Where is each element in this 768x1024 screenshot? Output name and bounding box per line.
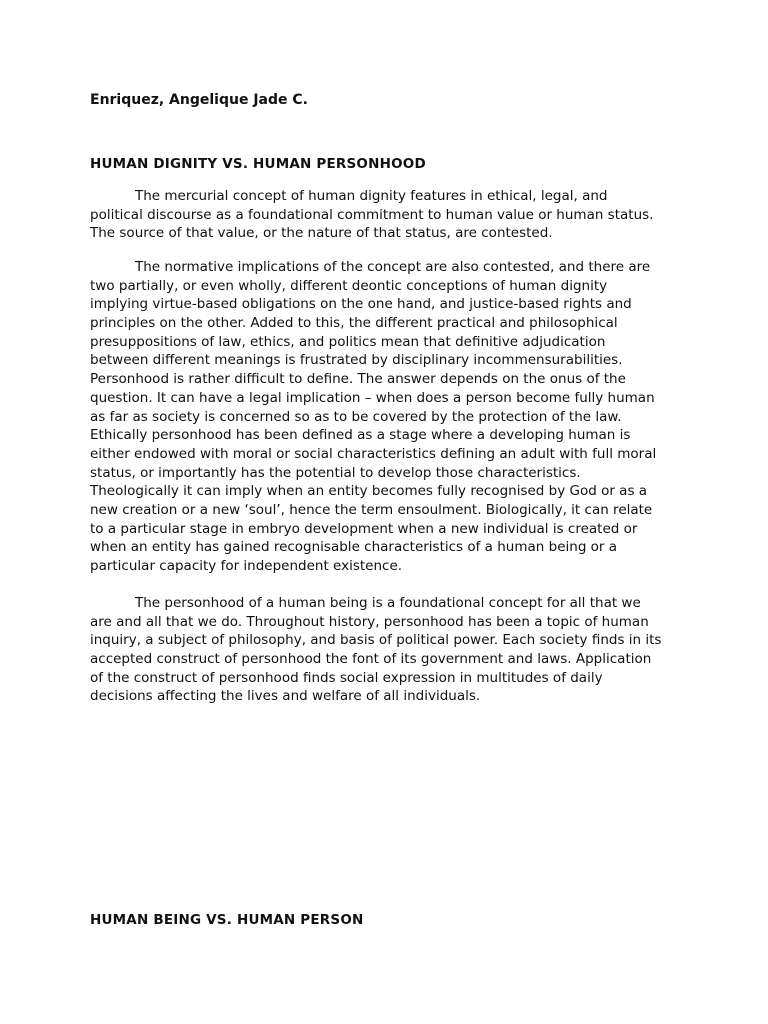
section-heading-human-being: HUMAN BEING VS. HUMAN PERSON bbox=[90, 912, 364, 928]
paragraph-line: status, or importantly has the potential to develop those characteristics. bbox=[90, 464, 581, 481]
paragraph-1 bbox=[90, 187, 690, 243]
paragraph-line: decisions affecting the lives and welfare of all individuals. bbox=[90, 688, 481, 705]
paragraph-line: question. It can have a legal implication – when does a person become fully human bbox=[90, 389, 655, 406]
paragraph-line: implying virtue-based obligations on the one hand, and justice-based rights and bbox=[90, 296, 632, 313]
paragraph-line: political discourse as a foundational commitment to human value or human status. bbox=[90, 206, 654, 223]
paragraph-line: when an entity has gained recognisable characteristics of a human being or a bbox=[90, 539, 618, 556]
paragraph-3 bbox=[90, 594, 690, 706]
paragraph-line: as far as society is concerned so as to be covered by the protection of the law. bbox=[90, 408, 622, 425]
author-name: Enriquez, Angelique Jade C. bbox=[90, 92, 308, 108]
section-heading-human-dignity: HUMAN DIGNITY VS. HUMAN PERSONHOOD bbox=[90, 156, 426, 172]
paragraph-line: principles on the other. Added to this, the different practical and philosophical bbox=[90, 315, 618, 332]
paragraph-line: two partially, or even wholly, different deontic conceptions of human dignity bbox=[90, 277, 608, 294]
paragraph-line: between different meanings is frustrated by disciplinary incommensurabilities. bbox=[90, 352, 623, 369]
paragraph-line: of the construct of personhood finds social expression in multitudes of daily bbox=[90, 669, 603, 686]
paragraph-line: The normative implications of the concept are also contested, and there are bbox=[135, 259, 651, 275]
paragraph-line: presuppositions of law, ethics, and politics mean that definitive adjudication bbox=[90, 333, 606, 350]
paragraph-line: inquiry, a subject of philosophy, and basis of political power. Each society finds in its bbox=[90, 632, 662, 649]
paragraph-line: Personhood is rather difficult to define. The answer depends on the onus of the bbox=[90, 371, 626, 388]
paragraph-line: The mercurial concept of human dignity features in ethical, legal, and bbox=[135, 188, 608, 204]
paragraph-line: Ethically personhood has been defined as a stage where a developing human is bbox=[90, 427, 631, 444]
paragraph-2 bbox=[90, 258, 690, 576]
paragraph-line: The source of that value, or the nature of that status, are contested. bbox=[90, 225, 553, 242]
paragraph-line: Theologically it can imply when an entity becomes fully recognised by God or as a bbox=[90, 483, 648, 500]
paragraph-line: to a particular stage in embryo development when a new individual is created or bbox=[90, 520, 638, 537]
paragraph-line: either endowed with moral or social characteristics defining an adult with full moral bbox=[90, 445, 657, 462]
paragraph-line: The personhood of a human being is a foundational concept for all that we bbox=[135, 595, 641, 611]
paragraph-line: new creation or a new ‘soul’, hence the term ensoulment. Biologically, it can relate bbox=[90, 501, 653, 518]
paragraph-line: are and all that we do. Throughout history, personhood has been a topic of human bbox=[90, 613, 649, 630]
paragraph-line: accepted construct of personhood the font of its government and laws. Application bbox=[90, 651, 652, 668]
paragraph-line: particular capacity for independent existence. bbox=[90, 558, 403, 574]
